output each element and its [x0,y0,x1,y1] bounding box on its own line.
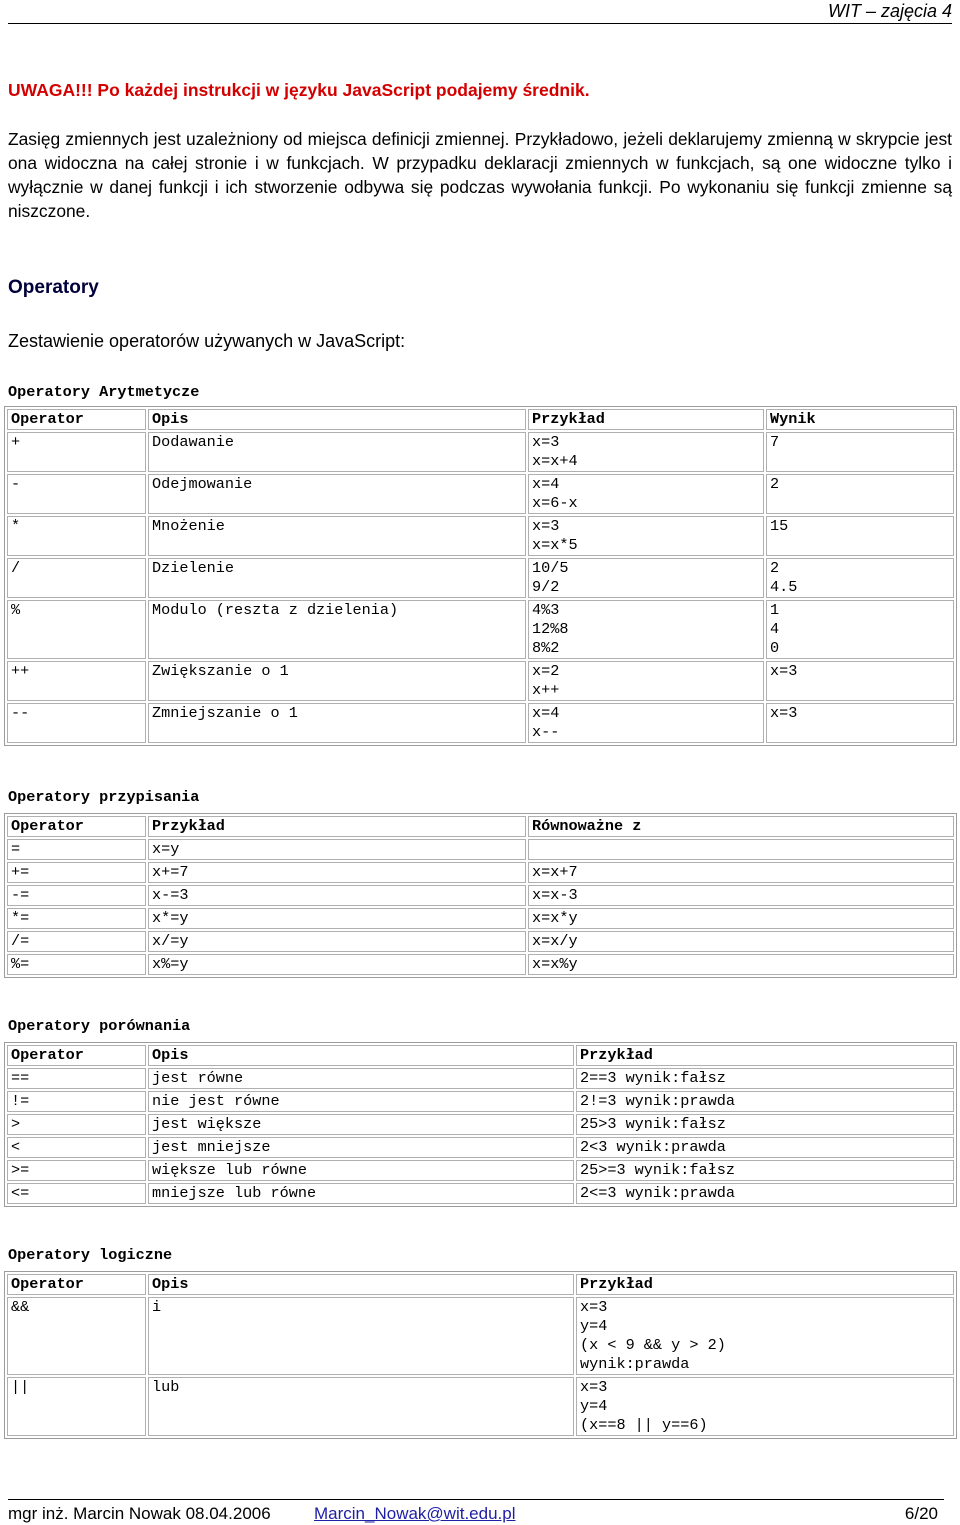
operator-cell: /= [7,931,146,952]
table-header-row [7,816,954,837]
equivalent-cell: x=x*y [528,908,954,929]
result-cell: x=3 [766,661,954,701]
table-row [7,885,954,906]
column-header-operator: Operator [7,1045,146,1066]
operator-cell: || [7,1377,146,1436]
operator-cell: %= [7,954,146,975]
operator-cell: % [7,600,146,659]
example-cell: 2==3 wynik:fałsz [576,1068,954,1089]
operator-cell: != [7,1091,146,1112]
footer-author: mgr inż. Marcin Nowak 08.04.2006 [8,1504,271,1523]
description-cell: i [148,1297,574,1375]
operators-intro: Zestawienie operatorów używanych w JavaScript: [8,331,406,351]
result-cell: x=3 [766,703,954,743]
description-cell: jest większe [148,1114,574,1135]
operators-heading: Operatory [8,277,99,298]
column-header-description: Opis [148,1274,574,1295]
table-row [7,1377,954,1436]
example-cell: x-=3 [148,885,526,906]
column-header-result: Wynik [766,409,954,430]
operator-cell: = [7,839,146,860]
table-row [7,908,954,929]
page-header-title: WIT – zajęcia 4 [827,1,952,21]
description-cell: jest mniejsze [148,1137,574,1158]
example-cell: 2<=3 wynik:prawda [576,1183,954,1204]
result-cell: 15 [766,516,954,556]
table-row [7,954,954,975]
column-header-description: Opis [148,1045,574,1066]
table-row [7,600,954,659]
result-cell: 2 [766,474,954,514]
example-cell: 4%3 12%8 8%2 [528,600,764,659]
example-cell: 25>=3 wynik:fałsz [576,1160,954,1181]
table-row [7,862,954,883]
example-cell: x+=7 [148,862,526,883]
logical-operators-heading: Operatory logiczne [8,1246,173,1264]
variable-scope-paragraph: Zasięg zmiennych jest uzależniony od miejsca definicji zmiennej. Przykładowo, jeżeli deklarujemy zmienną w skrypcie jest ona widoczna na całej stronie i w funkcjach. W przypadku deklaracji zmiennych w funkcjach, są one widoczne tylko i wyłącznie w danej funkcji i ich stworzenie odbywa się podczas wywołania funkcji. Po wykonaniu się funkcji zmienne są niszczone. [8,129,952,221]
comparison-operators-table [4,1042,957,1207]
column-header-equivalent: Równoważne z [528,816,954,837]
table-row [7,1068,954,1089]
description-cell: Modulo (reszta z dzielenia) [148,600,526,659]
table-row [7,1137,954,1158]
operator-cell: -- [7,703,146,743]
operator-cell: > [7,1114,146,1135]
column-header-operator: Operator [7,409,146,430]
operator-cell: == [7,1068,146,1089]
column-header-example: Przykład [528,409,764,430]
comparison-operators-heading: Operatory porównania [8,1017,191,1035]
arithmetic-operators-heading: Operatory Arytmetycze [8,383,200,401]
description-cell: Zwiększanie o 1 [148,661,526,701]
equivalent-cell: x=x-3 [528,885,954,906]
description-cell: Odejmowanie [148,474,526,514]
page-number: 6/20 [904,1504,938,1523]
footer-email-link[interactable]: Marcin_Nowak@wit.edu.pl [314,1504,516,1523]
example-cell: x=3 y=4 (x==8 || y==6) [576,1377,954,1436]
example-cell: x=4 x-- [528,703,764,743]
description-cell: Dzielenie [148,558,526,598]
result-cell: 2 4.5 [766,558,954,598]
table-header-row [7,1045,954,1066]
description-cell: lub [148,1377,574,1436]
table-row [7,1160,954,1181]
operator-cell: -= [7,885,146,906]
operator-cell: += [7,862,146,883]
example-cell: 2<3 wynik:prawda [576,1137,954,1158]
table-row [7,432,954,472]
column-header-operator: Operator [7,1274,146,1295]
description-cell: Mnożenie [148,516,526,556]
example-cell: x*=y [148,908,526,929]
equivalent-cell: x=x/y [528,931,954,952]
description-cell: Dodawanie [148,432,526,472]
assignment-operators-table [4,813,957,978]
table-row [7,931,954,952]
table-row [7,1091,954,1112]
arithmetic-operators-table [4,406,957,746]
page-footer [8,1503,938,1525]
example-cell: x=4 x=6-x [528,474,764,514]
description-cell: większe lub równe [148,1160,574,1181]
result-cell: 7 [766,432,954,472]
table-row [7,1114,954,1135]
equivalent-cell [528,839,954,860]
example-cell: x/=y [148,931,526,952]
footer-divider [8,1499,944,1500]
table-header-row [7,409,954,430]
table-row [7,1183,954,1204]
logical-operators-table [4,1271,957,1439]
header-divider [8,23,952,24]
column-header-operator: Operator [7,816,146,837]
table-row [7,1297,954,1375]
equivalent-cell: x=x+7 [528,862,954,883]
example-cell: x=y [148,839,526,860]
column-header-example: Przykład [576,1274,954,1295]
description-cell: jest równe [148,1068,574,1089]
operator-cell: <= [7,1183,146,1204]
table-row [7,703,954,743]
operator-cell: / [7,558,146,598]
table-row [7,839,954,860]
operator-cell: + [7,432,146,472]
table-header-row [7,1274,954,1295]
example-cell: x=2 x++ [528,661,764,701]
operator-cell: * [7,516,146,556]
table-row [7,516,954,556]
example-cell: x=3 x=x+4 [528,432,764,472]
operator-cell: *= [7,908,146,929]
table-row [7,661,954,701]
example-cell: 10/5 9/2 [528,558,764,598]
example-cell: x=3 x=x*5 [528,516,764,556]
result-cell: 1 4 0 [766,600,954,659]
example-cell: x%=y [148,954,526,975]
semicolon-warning: UWAGA!!! Po każdej instrukcji w języku JavaScript podajemy średnik. [8,80,590,100]
example-cell: x=3 y=4 (x < 9 && y > 2) wynik:prawda [576,1297,954,1375]
description-cell: nie jest równe [148,1091,574,1112]
column-header-example: Przykład [576,1045,954,1066]
assignment-operators-heading: Operatory przypisania [8,788,200,806]
description-cell: Zmniejszanie o 1 [148,703,526,743]
operator-cell: && [7,1297,146,1375]
description-cell: mniejsze lub równe [148,1183,574,1204]
equivalent-cell: x=x%y [528,954,954,975]
operator-cell: < [7,1137,146,1158]
example-cell: 25>3 wynik:fałsz [576,1114,954,1135]
operator-cell: - [7,474,146,514]
operator-cell: >= [7,1160,146,1181]
column-header-example: Przykład [148,816,526,837]
table-row [7,474,954,514]
operator-cell: ++ [7,661,146,701]
column-header-description: Opis [148,409,526,430]
table-row [7,558,954,598]
example-cell: 2!=3 wynik:prawda [576,1091,954,1112]
